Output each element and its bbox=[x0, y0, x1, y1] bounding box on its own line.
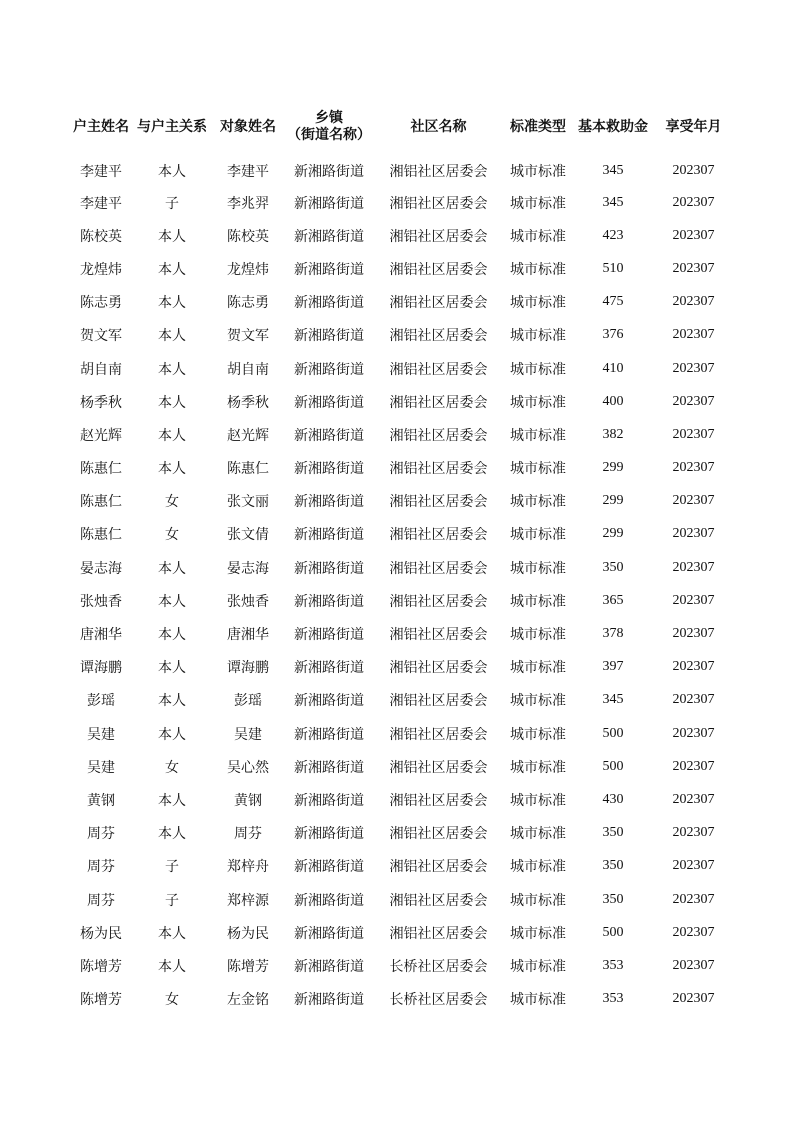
cell-standard: 城市标准 bbox=[510, 693, 566, 710]
header-month: 享受年月 bbox=[665, 118, 722, 135]
cell-month: 202307 bbox=[672, 360, 715, 376]
cell-community: 湘铝社区居委会 bbox=[389, 494, 488, 511]
cell-householder: 吴建 bbox=[87, 726, 115, 743]
cell-relation: 子 bbox=[165, 859, 179, 876]
table-row bbox=[67, 617, 731, 650]
cell-name: 杨季秋 bbox=[227, 394, 269, 411]
cell-relation: 本人 bbox=[158, 427, 186, 444]
header-standard: 标准类型 bbox=[510, 118, 566, 135]
cell-community: 湘铝社区居委会 bbox=[389, 527, 488, 544]
cell-amount: 299 bbox=[602, 493, 624, 509]
cell-town: 新湘路街道 bbox=[294, 826, 364, 843]
cell-community: 湘铝社区居委会 bbox=[389, 228, 488, 245]
cell-name: 晏志海 bbox=[227, 560, 269, 577]
cell-month: 202307 bbox=[672, 260, 715, 276]
cell-name: 胡自南 bbox=[227, 361, 269, 378]
cell-month: 202307 bbox=[672, 526, 715, 542]
cell-standard: 城市标准 bbox=[510, 792, 566, 809]
cell-amount: 365 bbox=[602, 592, 624, 608]
cell-relation: 本人 bbox=[158, 295, 186, 312]
cell-householder: 张烛香 bbox=[80, 593, 122, 610]
cell-town: 新湘路街道 bbox=[294, 328, 364, 345]
cell-name: 李兆羿 bbox=[227, 195, 269, 212]
cell-standard: 城市标准 bbox=[510, 560, 566, 577]
cell-amount: 353 bbox=[602, 991, 624, 1007]
cell-month: 202307 bbox=[672, 626, 715, 642]
cell-householder: 周芬 bbox=[87, 826, 115, 843]
cell-town: 新湘路街道 bbox=[294, 560, 364, 577]
cell-month: 202307 bbox=[672, 891, 715, 907]
cell-standard: 城市标准 bbox=[510, 461, 566, 478]
cell-standard: 城市标准 bbox=[510, 527, 566, 544]
table-row bbox=[67, 949, 731, 982]
cell-amount: 510 bbox=[602, 260, 624, 276]
table-row bbox=[67, 783, 731, 816]
table-row bbox=[67, 717, 731, 750]
cell-town: 新湘路街道 bbox=[294, 394, 364, 411]
cell-standard: 城市标准 bbox=[510, 992, 566, 1009]
cell-month: 202307 bbox=[672, 957, 715, 973]
table-row bbox=[67, 551, 731, 584]
cell-householder: 李建平 bbox=[80, 164, 122, 180]
cell-amount: 423 bbox=[602, 227, 624, 243]
cell-community: 湘铝社区居委会 bbox=[389, 892, 488, 909]
table-row bbox=[67, 252, 731, 285]
cell-name: 郑梓舟 bbox=[227, 859, 269, 876]
cell-town: 新湘路街道 bbox=[294, 494, 364, 511]
cell-amount: 350 bbox=[602, 559, 624, 575]
cell-town: 新湘路街道 bbox=[294, 958, 364, 975]
cell-householder: 陈校英 bbox=[80, 228, 122, 245]
cell-month: 202307 bbox=[672, 592, 715, 608]
cell-town: 新湘路街道 bbox=[294, 892, 364, 909]
cell-standard: 城市标准 bbox=[510, 859, 566, 876]
table-row bbox=[67, 186, 731, 219]
cell-community: 湘铝社区居委会 bbox=[389, 461, 488, 478]
cell-community: 湘铝社区居委会 bbox=[389, 195, 488, 212]
cell-standard: 城市标准 bbox=[510, 826, 566, 843]
cell-month: 202307 bbox=[672, 725, 715, 741]
cell-householder: 吴建 bbox=[87, 759, 115, 776]
cell-amount: 475 bbox=[602, 294, 624, 310]
cell-name: 张烛香 bbox=[227, 593, 269, 610]
header-name: 对象姓名 bbox=[220, 118, 276, 135]
cell-householder: 胡自南 bbox=[80, 361, 122, 378]
cell-amount: 500 bbox=[602, 758, 624, 774]
cell-name: 李建平 bbox=[227, 164, 269, 180]
cell-standard: 城市标准 bbox=[510, 164, 566, 180]
cell-community: 湘铝社区居委会 bbox=[389, 925, 488, 942]
cell-amount: 382 bbox=[602, 426, 624, 442]
cell-name: 彭瑶 bbox=[234, 693, 262, 710]
cell-householder: 彭瑶 bbox=[87, 693, 115, 710]
header-amount: 基本救助金 bbox=[578, 118, 648, 135]
cell-householder: 杨为民 bbox=[80, 925, 122, 942]
cell-month: 202307 bbox=[672, 163, 715, 178]
assistance-roster-table bbox=[67, 104, 731, 1016]
cell-relation: 本人 bbox=[158, 693, 186, 710]
cell-amount: 345 bbox=[602, 692, 624, 708]
cell-town: 新湘路街道 bbox=[294, 693, 364, 710]
cell-month: 202307 bbox=[672, 659, 715, 675]
cell-amount: 410 bbox=[602, 360, 624, 376]
cell-community: 长桥社区居委会 bbox=[389, 958, 488, 975]
cell-month: 202307 bbox=[672, 791, 715, 807]
cell-householder: 周芬 bbox=[87, 859, 115, 876]
cell-name: 贺文军 bbox=[227, 328, 269, 345]
cell-householder: 陈惠仁 bbox=[80, 527, 122, 544]
cell-community: 湘铝社区居委会 bbox=[389, 427, 488, 444]
cell-name: 龙煌炜 bbox=[227, 261, 269, 278]
cell-town: 新湘路街道 bbox=[294, 295, 364, 312]
cell-amount: 299 bbox=[602, 460, 624, 476]
cell-amount: 345 bbox=[602, 163, 624, 178]
cell-amount: 397 bbox=[602, 659, 624, 675]
cell-householder: 陈惠仁 bbox=[80, 494, 122, 511]
cell-community: 湘铝社区居委会 bbox=[389, 394, 488, 411]
cell-town: 新湘路街道 bbox=[294, 759, 364, 776]
cell-name: 杨为民 bbox=[227, 925, 269, 942]
table-row bbox=[67, 485, 731, 518]
cell-community: 湘铝社区居委会 bbox=[389, 361, 488, 378]
cell-town: 新湘路街道 bbox=[294, 228, 364, 245]
cell-relation: 本人 bbox=[158, 925, 186, 942]
cell-name: 吴心然 bbox=[227, 759, 269, 776]
cell-town: 新湘路街道 bbox=[294, 925, 364, 942]
cell-standard: 城市标准 bbox=[510, 593, 566, 610]
cell-name: 左金铭 bbox=[227, 992, 269, 1009]
cell-standard: 城市标准 bbox=[510, 195, 566, 212]
cell-standard: 城市标准 bbox=[510, 361, 566, 378]
cell-name: 郑梓源 bbox=[227, 892, 269, 909]
cell-month: 202307 bbox=[672, 991, 715, 1007]
cell-community: 湘铝社区居委会 bbox=[389, 627, 488, 644]
cell-standard: 城市标准 bbox=[510, 261, 566, 278]
cell-householder: 赵光辉 bbox=[80, 427, 122, 444]
cell-name: 陈增芳 bbox=[227, 958, 269, 975]
cell-community: 湘铝社区居委会 bbox=[389, 759, 488, 776]
cell-month: 202307 bbox=[672, 194, 715, 210]
table-row bbox=[67, 150, 731, 186]
cell-relation: 本人 bbox=[158, 660, 186, 677]
cell-month: 202307 bbox=[672, 493, 715, 509]
cell-householder: 贺文军 bbox=[80, 328, 122, 345]
table-row bbox=[67, 684, 731, 717]
cell-householder: 陈志勇 bbox=[80, 295, 122, 312]
cell-standard: 城市标准 bbox=[510, 660, 566, 677]
cell-community: 湘铝社区居委会 bbox=[389, 660, 488, 677]
table-header-row bbox=[67, 104, 731, 150]
cell-householder: 周芬 bbox=[87, 892, 115, 909]
cell-amount: 350 bbox=[602, 891, 624, 907]
cell-amount: 345 bbox=[602, 194, 624, 210]
cell-amount: 430 bbox=[602, 791, 624, 807]
cell-month: 202307 bbox=[672, 924, 715, 940]
cell-householder: 陈惠仁 bbox=[80, 461, 122, 478]
cell-town: 新湘路街道 bbox=[294, 660, 364, 677]
cell-month: 202307 bbox=[672, 426, 715, 442]
cell-standard: 城市标准 bbox=[510, 726, 566, 743]
cell-community: 湘铝社区居委会 bbox=[389, 792, 488, 809]
cell-householder: 李建平 bbox=[80, 195, 122, 212]
cell-relation: 本人 bbox=[158, 560, 186, 577]
cell-community: 湘铝社区居委会 bbox=[389, 593, 488, 610]
cell-community: 长桥社区居委会 bbox=[389, 992, 488, 1009]
cell-town: 新湘路街道 bbox=[294, 859, 364, 876]
cell-relation: 本人 bbox=[158, 958, 186, 975]
header-community: 社区名称 bbox=[410, 118, 467, 135]
cell-standard: 城市标准 bbox=[510, 228, 566, 245]
cell-month: 202307 bbox=[672, 460, 715, 476]
cell-householder: 晏志海 bbox=[80, 560, 122, 577]
cell-community: 湘铝社区居委会 bbox=[389, 261, 488, 278]
cell-householder: 谭海鹏 bbox=[80, 660, 122, 677]
cell-relation: 本人 bbox=[158, 394, 186, 411]
cell-name: 黄钢 bbox=[234, 792, 262, 809]
cell-town: 新湘路街道 bbox=[294, 361, 364, 378]
cell-relation: 子 bbox=[165, 892, 179, 909]
cell-relation: 女 bbox=[165, 527, 179, 544]
cell-month: 202307 bbox=[672, 327, 715, 343]
cell-amount: 400 bbox=[602, 393, 624, 409]
cell-relation: 本人 bbox=[158, 627, 186, 644]
cell-standard: 城市标准 bbox=[510, 328, 566, 345]
cell-standard: 城市标准 bbox=[510, 627, 566, 644]
table-row bbox=[67, 352, 731, 385]
table-row bbox=[67, 418, 731, 451]
cell-town: 新湘路街道 bbox=[294, 792, 364, 809]
cell-householder: 唐湘华 bbox=[80, 627, 122, 644]
cell-amount: 500 bbox=[602, 725, 624, 741]
cell-standard: 城市标准 bbox=[510, 427, 566, 444]
table-row bbox=[67, 286, 731, 319]
cell-name: 陈惠仁 bbox=[227, 461, 269, 478]
table-row bbox=[67, 983, 731, 1016]
cell-town: 新湘路街道 bbox=[294, 261, 364, 278]
table-row bbox=[67, 518, 731, 551]
cell-name: 陈志勇 bbox=[227, 295, 269, 312]
cell-month: 202307 bbox=[672, 825, 715, 841]
cell-relation: 女 bbox=[165, 759, 179, 776]
cell-householder: 杨季秋 bbox=[80, 394, 122, 411]
cell-name: 周芬 bbox=[234, 826, 262, 843]
cell-standard: 城市标准 bbox=[510, 295, 566, 312]
cell-standard: 城市标准 bbox=[510, 494, 566, 511]
cell-relation: 女 bbox=[165, 992, 179, 1009]
cell-name: 吴建 bbox=[234, 726, 262, 743]
cell-community: 湘铝社区居委会 bbox=[389, 859, 488, 876]
cell-relation: 本人 bbox=[158, 228, 186, 245]
cell-relation: 本人 bbox=[158, 328, 186, 345]
cell-relation: 女 bbox=[165, 494, 179, 511]
cell-amount: 299 bbox=[602, 526, 624, 542]
table-row bbox=[67, 750, 731, 783]
cell-standard: 城市标准 bbox=[510, 892, 566, 909]
cell-standard: 城市标准 bbox=[510, 394, 566, 411]
cell-town: 新湘路街道 bbox=[294, 527, 364, 544]
cell-month: 202307 bbox=[672, 692, 715, 708]
cell-householder: 黄钢 bbox=[87, 792, 115, 809]
cell-amount: 350 bbox=[602, 825, 624, 841]
cell-town: 新湘路街道 bbox=[294, 164, 364, 180]
cell-householder: 龙煌炜 bbox=[80, 261, 122, 278]
table-row bbox=[67, 817, 731, 850]
cell-householder: 陈增芳 bbox=[80, 958, 122, 975]
cell-town: 新湘路街道 bbox=[294, 461, 364, 478]
cell-month: 202307 bbox=[672, 393, 715, 409]
cell-town: 新湘路街道 bbox=[294, 195, 364, 212]
table-row bbox=[67, 219, 731, 252]
cell-community: 湘铝社区居委会 bbox=[389, 826, 488, 843]
cell-community: 湘铝社区居委会 bbox=[389, 328, 488, 345]
cell-relation: 本人 bbox=[158, 261, 186, 278]
cell-month: 202307 bbox=[672, 227, 715, 243]
cell-relation: 子 bbox=[165, 195, 179, 212]
cell-amount: 353 bbox=[602, 957, 624, 973]
table-row bbox=[67, 850, 731, 883]
cell-name: 张文丽 bbox=[227, 494, 269, 511]
cell-town: 新湘路街道 bbox=[294, 593, 364, 610]
cell-town: 新湘路街道 bbox=[294, 427, 364, 444]
cell-relation: 本人 bbox=[158, 826, 186, 843]
cell-standard: 城市标准 bbox=[510, 925, 566, 942]
cell-town: 新湘路街道 bbox=[294, 726, 364, 743]
cell-name: 唐湘华 bbox=[227, 627, 269, 644]
cell-month: 202307 bbox=[672, 758, 715, 774]
table-row bbox=[67, 385, 731, 418]
cell-community: 湘铝社区居委会 bbox=[389, 295, 488, 312]
cell-month: 202307 bbox=[672, 858, 715, 874]
table-row bbox=[67, 916, 731, 949]
table-row bbox=[67, 452, 731, 485]
cell-standard: 城市标准 bbox=[510, 759, 566, 776]
cell-community: 湘铝社区居委会 bbox=[389, 560, 488, 577]
table-row bbox=[67, 883, 731, 916]
cell-relation: 本人 bbox=[158, 461, 186, 478]
cell-town: 新湘路街道 bbox=[294, 627, 364, 644]
cell-standard: 城市标准 bbox=[510, 958, 566, 975]
cell-amount: 350 bbox=[602, 858, 624, 874]
cell-relation: 本人 bbox=[158, 164, 186, 180]
cell-community: 湘铝社区居委会 bbox=[389, 164, 488, 180]
cell-relation: 本人 bbox=[158, 726, 186, 743]
cell-community: 湘铝社区居委会 bbox=[389, 693, 488, 710]
cell-month: 202307 bbox=[672, 294, 715, 310]
cell-amount: 376 bbox=[602, 327, 624, 343]
table-row bbox=[67, 584, 731, 617]
header-householder: 户主姓名 bbox=[73, 118, 129, 135]
table-row bbox=[67, 319, 731, 352]
cell-name: 张文倩 bbox=[227, 527, 269, 544]
table-row bbox=[67, 651, 731, 684]
cell-community: 湘铝社区居委会 bbox=[389, 726, 488, 743]
cell-relation: 本人 bbox=[158, 361, 186, 378]
cell-relation: 本人 bbox=[158, 792, 186, 809]
cell-town: 新湘路街道 bbox=[294, 992, 364, 1009]
header-relation: 与户主关系 bbox=[137, 118, 207, 135]
table-body bbox=[67, 150, 731, 1016]
cell-householder: 陈增芳 bbox=[80, 992, 122, 1009]
cell-name: 谭海鹏 bbox=[227, 660, 269, 677]
cell-relation: 本人 bbox=[158, 593, 186, 610]
cell-name: 赵光辉 bbox=[227, 427, 269, 444]
cell-month: 202307 bbox=[672, 559, 715, 575]
cell-name: 陈校英 bbox=[227, 228, 269, 245]
cell-amount: 378 bbox=[602, 626, 624, 642]
cell-amount: 500 bbox=[602, 924, 624, 940]
header-town: 乡镇（街道名称） bbox=[287, 110, 371, 143]
